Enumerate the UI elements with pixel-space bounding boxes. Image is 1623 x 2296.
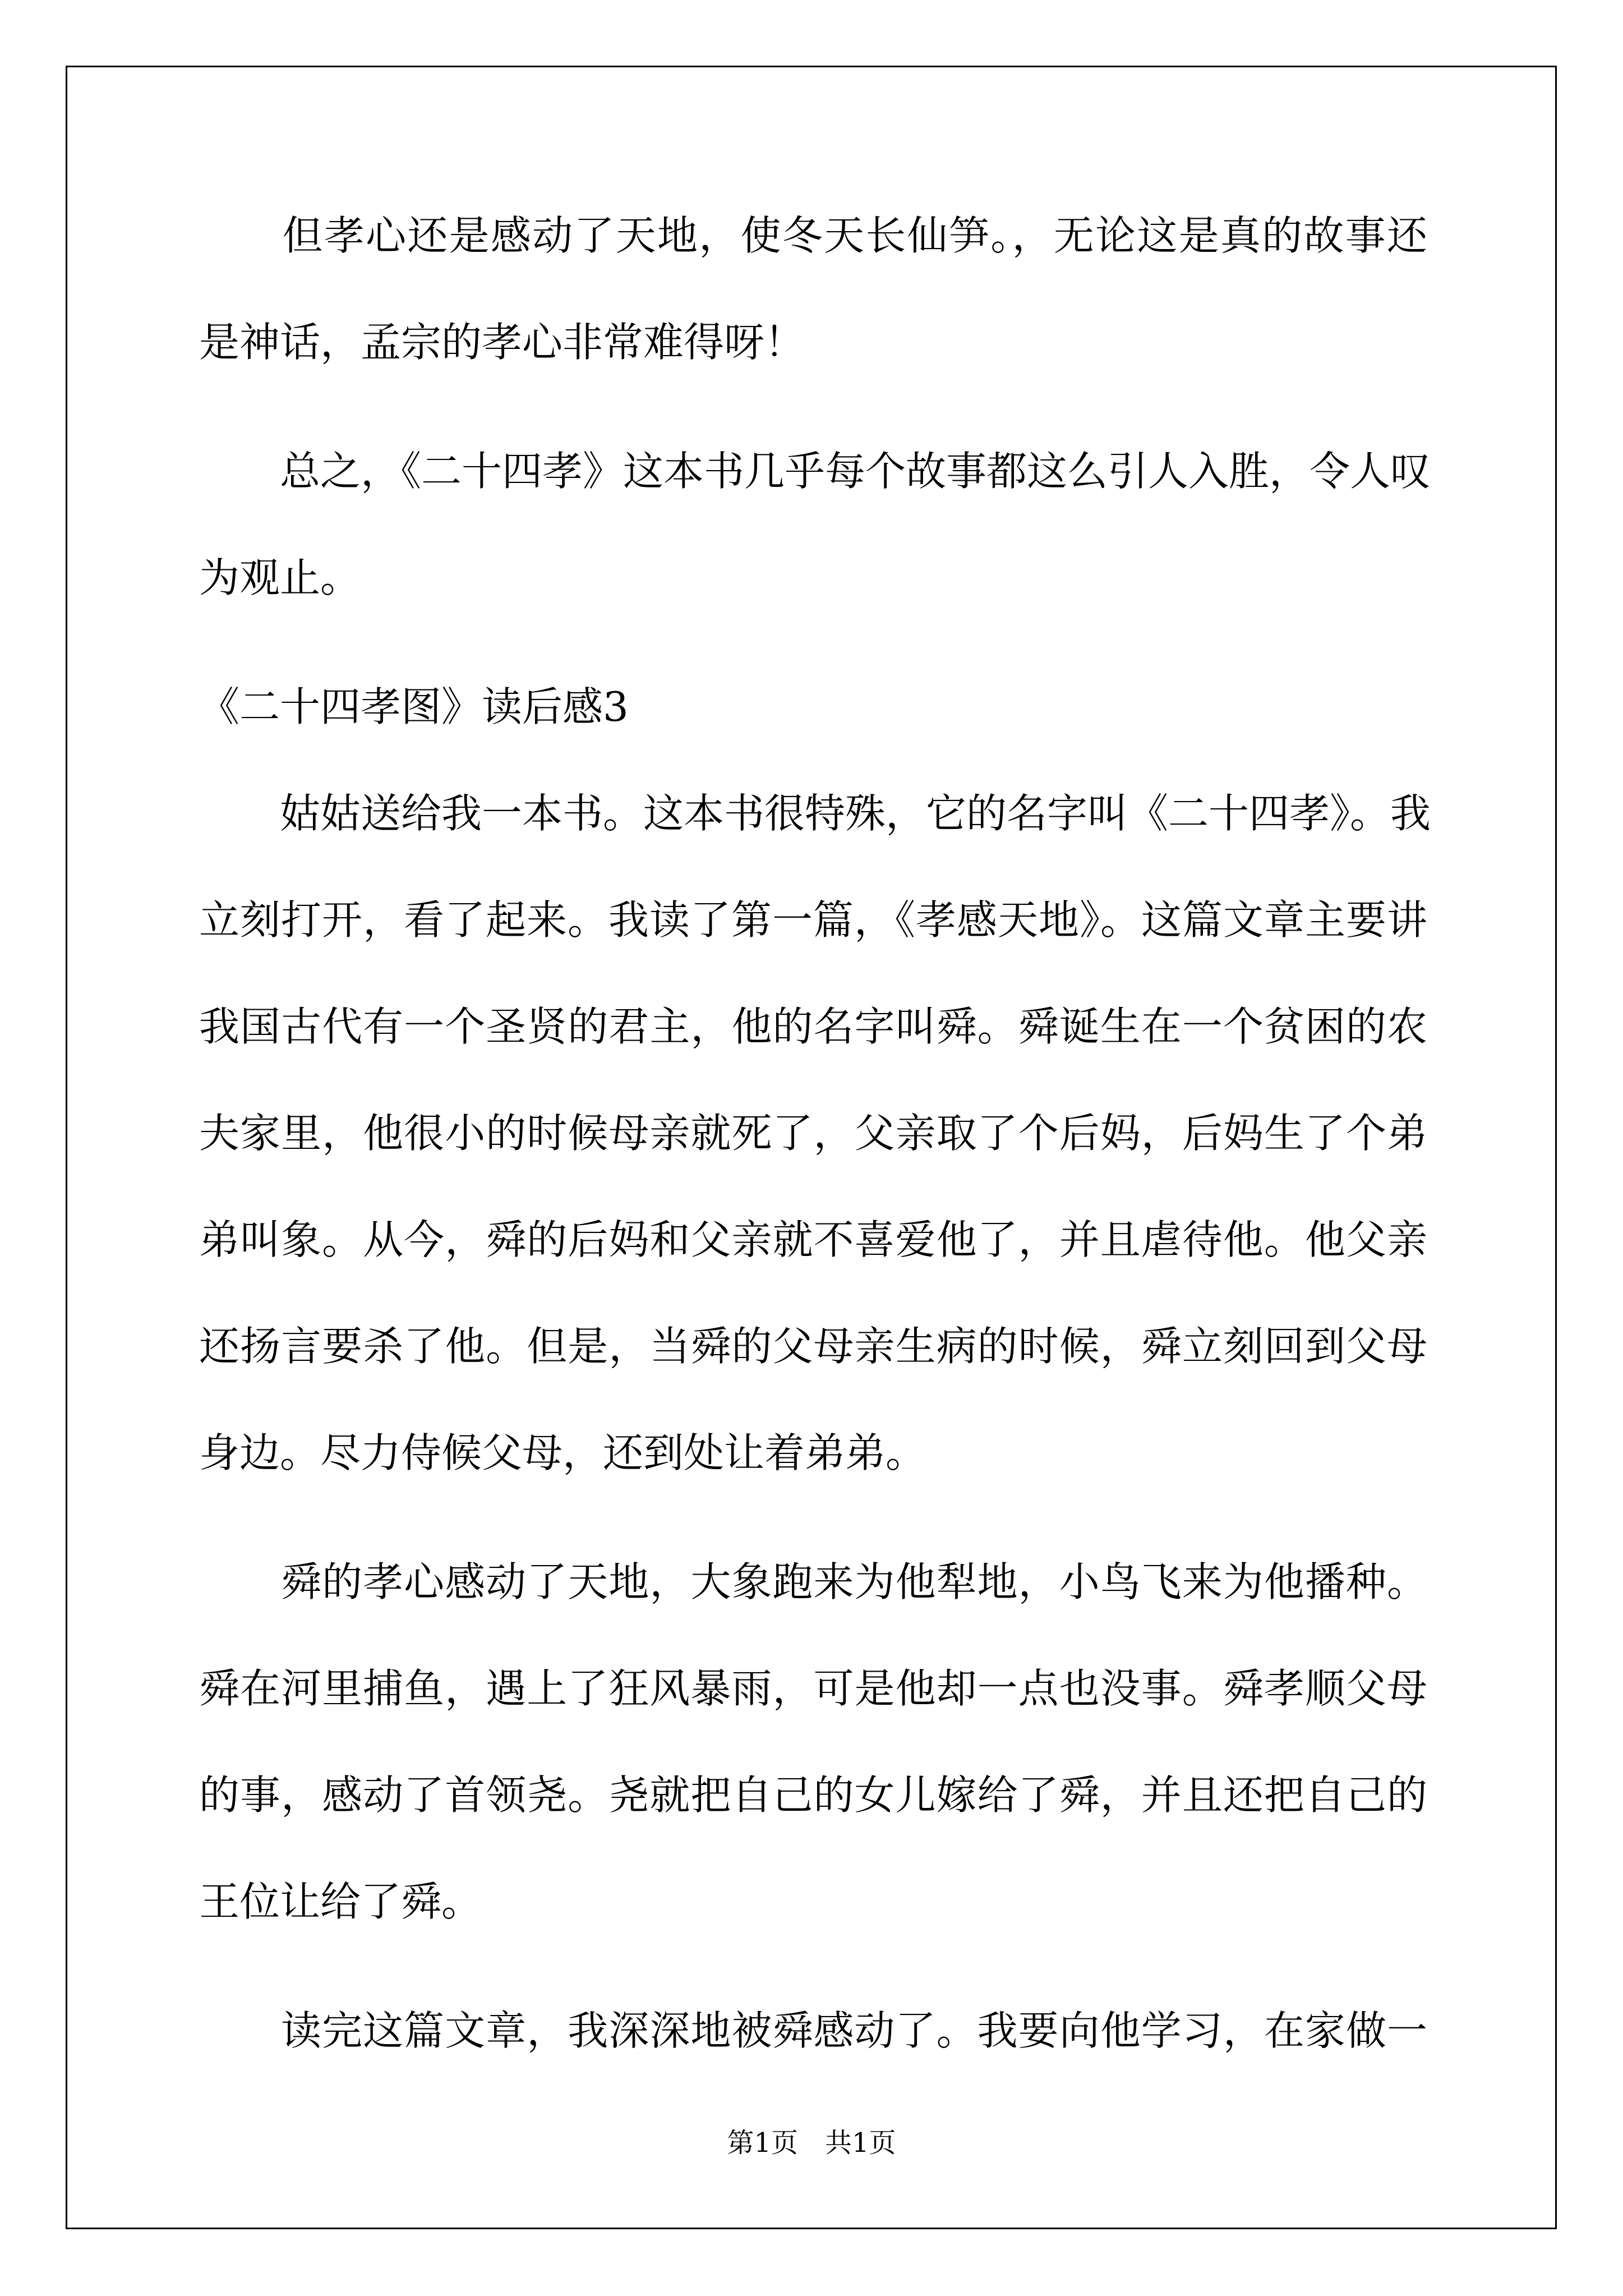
text-line: 总之，《二十四孝》这本书几乎每个故事都这么引人入胜，令人叹 xyxy=(199,448,1431,495)
text-line: 的事，感动了首领尧。尧就把自己的女儿嫁给了舜，并且还把自己的 xyxy=(199,1772,1427,1819)
text-line: 弟叫象。从今，舜的后妈和父亲就不喜爱他了，并且虐待他。他父亲 xyxy=(199,1216,1427,1263)
text-line: 立刻打开，看了起来。我读了第一篇，《孝感天地》。这篇文章主要讲 xyxy=(199,896,1427,944)
text-line: 姑姑送给我一本书。这本书很特殊，它的名字叫《二十四孝》。我 xyxy=(199,790,1431,837)
text-line: 为观止。 xyxy=(199,554,361,601)
text-line: 读完这篇文章，我深深地被舜感动了。我要向他学习，在家做一 xyxy=(199,2007,1427,2054)
page-footer: 第1页 共1页 xyxy=(727,2127,896,2159)
text-line: 但孝心还是感动了天地，使冬天长仙笋。，无论这是真的故事还 xyxy=(199,212,1427,259)
text-line: 身边。尽力侍候父母，还到处让着弟弟。 xyxy=(199,1429,926,1476)
text-line: 我国古代有一个圣贤的君主，他的名字叫舜。舜诞生在一个贫困的农 xyxy=(199,1003,1427,1050)
text-line: 舜在河里捕鱼，遇上了狂风暴雨，可是他却一点也没事。舜孝顺父母 xyxy=(199,1665,1427,1712)
section-heading: 《二十四孝图》读后感3 xyxy=(199,683,629,730)
text-line: 是神话，孟宗的孝心非常难得呀！ xyxy=(199,319,805,366)
text-line: 舜的孝心感动了天地，大象跑来为他犁地，小鸟飞来为他播种。 xyxy=(199,1558,1427,1605)
text-line: 夫家里，他很小的时候母亲就死了，父亲取了个后妈，后妈生了个弟 xyxy=(199,1110,1427,1157)
text-line: 王位让给了舜。 xyxy=(199,1878,482,1925)
text-line: 还扬言要杀了他。但是，当舜的父母亲生病的时候，舜立刻回到父母 xyxy=(199,1323,1427,1370)
